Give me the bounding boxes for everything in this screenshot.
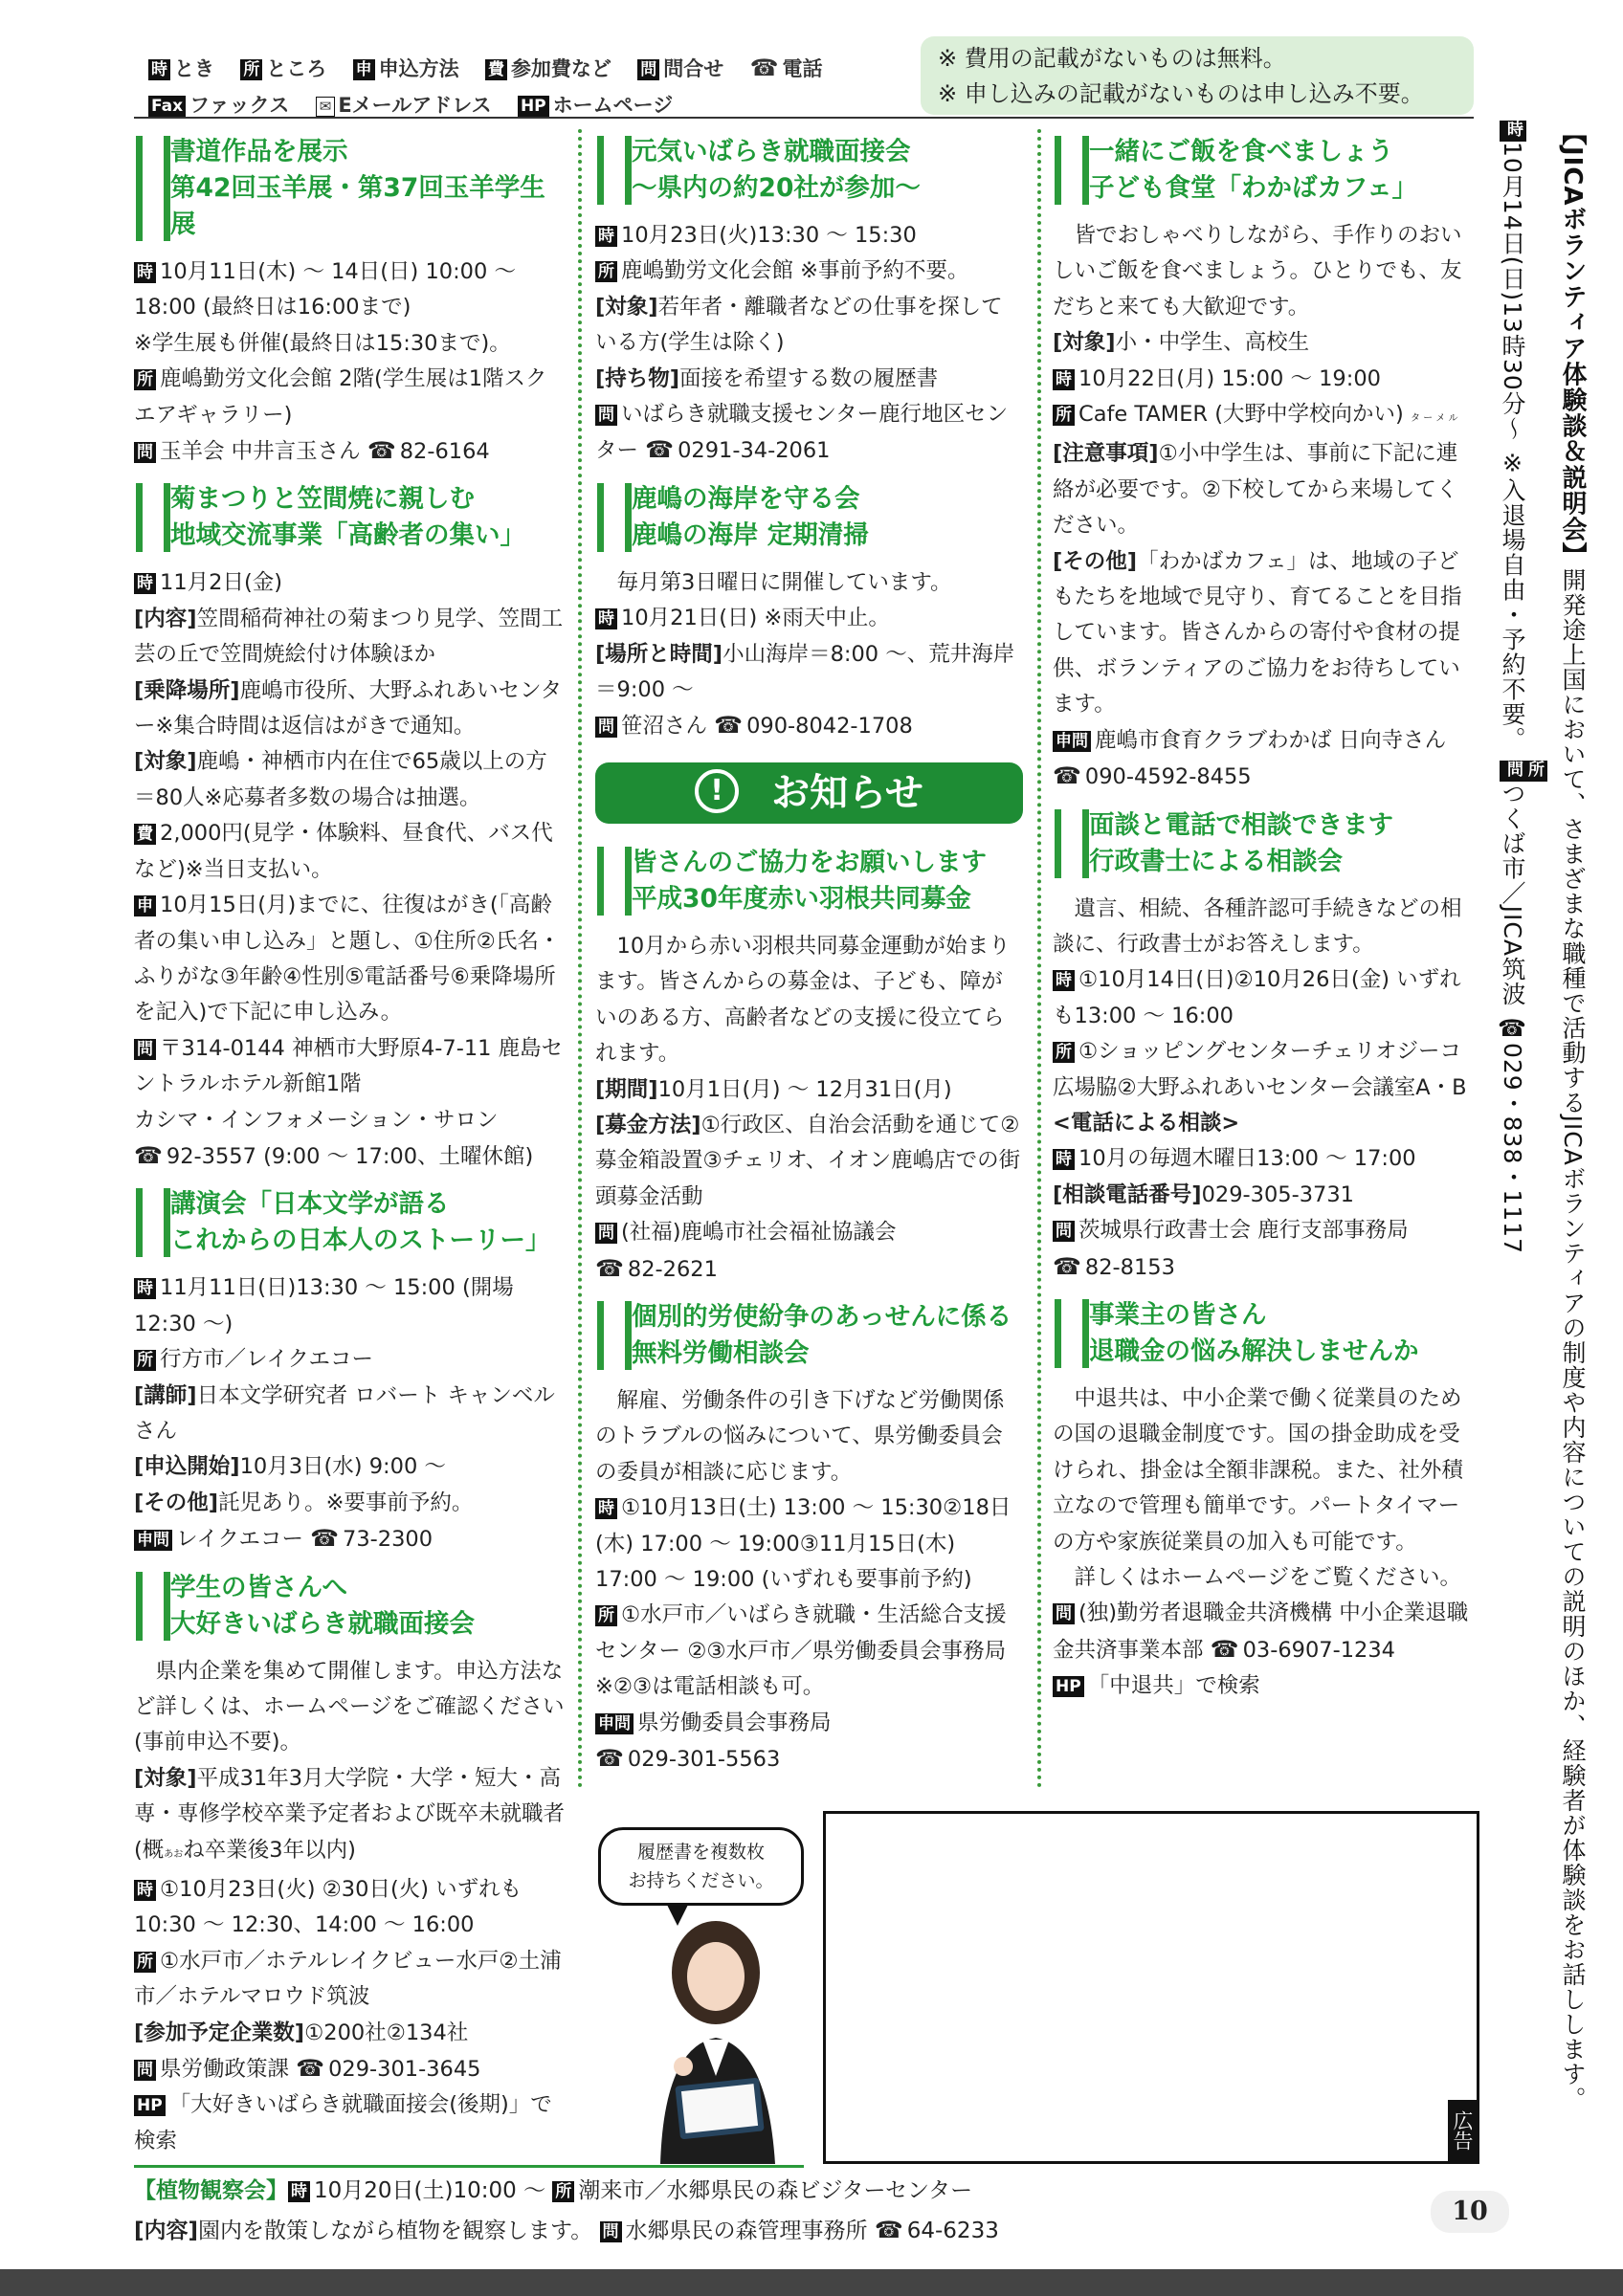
phone-icon: ☎ — [595, 1254, 624, 1282]
article-title: 一緒にご飯を食べましょう 子ども食堂「わかばカフェ」 — [1053, 134, 1478, 207]
apply-contact-icon: 申問 — [134, 1530, 172, 1551]
contact-icon: 問 — [595, 717, 617, 738]
article-title: 講演会「日本文学が語る これからの日本人のストーリー」 — [134, 1186, 565, 1259]
contact-icon: 問 — [1053, 1603, 1075, 1624]
notice-line: ※ 費用の記載がないものは無料。 — [938, 45, 1286, 72]
legend-email: ✉ Eメールアドレス — [316, 94, 492, 117]
fee-icon: 費 — [134, 824, 156, 845]
bottom-bar — [0, 2269, 1623, 2296]
article-title: 菊まつりと笠間焼に親しむ 地域交流事業「高齢者の集い」 — [134, 481, 565, 554]
apply-icon: 申 — [353, 59, 375, 80]
column-left — [134, 130, 565, 2171]
when-icon: 時 — [595, 608, 617, 629]
apply-contact-icon: 申問 — [1053, 731, 1091, 752]
legend-where: 所 ところ — [240, 57, 326, 80]
phone-icon: ☎ — [1053, 762, 1081, 790]
email-icon: ✉ — [316, 97, 336, 117]
contact-icon: 問 — [134, 2060, 156, 2081]
apply-contact-icon: 申問 — [595, 1713, 634, 1734]
phone-icon: ☎ — [134, 1141, 163, 1169]
legend-when: 時 とき — [148, 57, 214, 80]
when-icon: 時 — [1053, 970, 1075, 991]
where-icon: 所 — [1053, 1042, 1075, 1063]
advertisement-box — [823, 1811, 1479, 2164]
contact-icon: 問 — [595, 1223, 617, 1244]
where-icon: 所 — [134, 1350, 156, 1371]
legend-apply: 申 申込方法 — [353, 57, 459, 80]
jica-title: 【JICAボランティア体験談＆説明会】 — [1558, 121, 1587, 568]
article-legal-consultation: 面談と電話で相談できます 行政書士による相談会 遺言、相続、各種許認可手続きなどの相談に、行政書士がお答えします。 時 ①10月14日(日)②10月26日(金) いずれも13:00 ～ 16:00 所 ①ショッピングセンターチェリオジーコ広場脇②大野ふれあいセンター会議室A・B <電話による相談> 時 10月の毎週木曜日13:00 ～ 17:00 [相談電話番号]029-305-3731 問 茨城県行政書士会 鹿行支部事務局 ☎ 82-8153 — [1053, 807, 1478, 1286]
contact-icon: 問 — [134, 1039, 156, 1060]
fee-icon: 費 — [485, 59, 507, 80]
article-genki-job-fair: 元気いばらき就職面接会 ～県内の約20社が参加～ 時 10月23日(火)13:30 ～ 15:30 所 鹿嶋勤労文化会館 ※事前予約不要。 [対象]若年者・離職者などの仕事を探している方(学生は除く) [持ち物]面接を希望する数の履歴書 問 いばらき就職支援センター鹿行地区センター ☎ 0291-34-2061 — [595, 134, 1023, 470]
phone-icon: ☎ — [367, 437, 396, 465]
article-elderly-gathering: 菊まつりと笠間焼に親しむ 地域交流事業「高齢者の集い」 時 11月2日(金) [内容]笠間稲荷神社の菊まつり見学、笠間工芸の丘で笠間焼絵付け体験ほか [乗降場所]鹿嶋市役所、大野ふれあいセンター※集合時間は返信はがきで通知。 [対象]鹿嶋・神栖市内在住で65歳以上の方＝80人※応募者多数の場合は抽選。 費 2,000円(見学・体験料、昼食代、バス代など)※当日支払い。 申 10月15日(月)までに、往復はがき(「高齢者の集い申し込み」と題し、①住所②氏名・ふりがな③年齢④性別⑤電話番号⑥乗降場所を記入)で下記に申し込み。 問 〒314-0144 神栖市大野原4-7-11 鹿島セントラルホテル新館1階 カシマ・インフォメーション・サロン ☎ 92-3557 (9:00 ～ 17:00、土曜休館) — [134, 481, 565, 1175]
speech-bubble: 履歴書を複数枚 お持ちください。 — [598, 1827, 804, 1906]
article-title: 面談と電話で相談できます 行政書士による相談会 — [1053, 807, 1478, 880]
article-title: 個別的労使紛争のあっせんに係る 無料労働相談会 — [595, 1299, 1023, 1372]
column-divider — [578, 129, 582, 1789]
ad-label: 広告 — [1448, 2100, 1477, 2161]
where-icon: 所 — [134, 369, 156, 390]
homepage-icon: HP — [518, 96, 549, 117]
article-labor-consultation: 個別的労使紛争のあっせんに係る 無料労働相談会 解雇、労働条件の引き下げなど労働関係のトラブルの悩みについて、県労働委員会の委員が相談に応じます。 時 ①10月13日(土) 13:00 ～ 15:30②18日(木) 17:00 ～ 19:00③11月15日(木) 17:00 ～ 19:00 (いずれも要事前予約) 所 ①水戸市／いばらき就職・生活総合支援センター ②③水戸市／県労働委員会事務局 ※②③は電話相談も可。 申問 県労働委員会事務局 ☎ 029-301-5563 — [595, 1299, 1023, 1777]
phone-icon: ☎ — [310, 1525, 340, 1553]
article-title: 元気いばらき就職面接会 ～県内の約20社が参加～ — [595, 134, 1023, 207]
article-kids-cafe: 一緒にご飯を食べましょう 子ども食堂「わかばカフェ」 皆でおしゃべりしながら、手作りのおいしいご飯を食べましょう。ひとりでも、友だちと来ても大歓迎です。 [対象]小・中学生、高校生 時 10月22日(月) 15:00 ～ 19:00 所 Cafe TAMER (大野中学校向かい) タ ー メ ル [注意事項]①小中学生は、事前に下記に連絡が必要です。②下校してから来場してください。 [その他]「わかばカフェ」は、地域の子どもたちを地域で見守り、育てることを目指しています。皆さんからの寄付や食材の提供、ボランティアのご協力をお待ちしています。 申問 鹿嶋市食育クラブわかば 日向寺さん ☎ 090-4592-8455 — [1053, 134, 1478, 796]
apply-icon: 申 — [134, 895, 156, 916]
phone-icon: ☎ — [296, 2055, 325, 2083]
article-student-job-fair: 学生の皆さんへ 大好きいばらき就職面接会 県内企業を集めて開催します。申込方法など詳しくは、ホームページをご確認ください(事前申込不要)。 [対象]平成31年3月大学院・大学・短大・高専・専修学校卒業予定者および既卒未就職者(概あおね卒業後3年以内) 時 ①10月23日(火) ②30日(火) いずれも10:30 ～ 12:30、14:00 ～ 16:00 所 ①水戸市／ホテルレイクビュー水戸②土浦市／ホテルマロウド筑波 [参加予定企業数]①200社②134社 問 県労働政策課 ☎ 029-301-3645 HP 「大好きいばらき就職面接会(後期)」で検索 — [134, 1570, 565, 2160]
when-icon: 時 — [1053, 369, 1075, 390]
legend-phone: ☎ 電話 — [749, 55, 823, 81]
notice-box — [921, 36, 1474, 115]
article-title: 事業主の皆さん 退職金の悩み解決しませんか — [1053, 1297, 1478, 1370]
phone-icon: ☎ — [595, 1745, 624, 1772]
footer-divider — [134, 2165, 804, 2168]
phone-icon: ☎ — [1053, 1252, 1081, 1280]
where-icon: 所 — [595, 261, 617, 282]
when-icon: 時 — [134, 262, 156, 283]
homepage-icon: HP — [134, 2095, 166, 2116]
article-title: 皆さんのご協力をお願いします 平成30年度赤い羽根共同募金 — [595, 845, 1023, 917]
phone-icon: ☎ — [1499, 1014, 1525, 1043]
fax-icon: Fax — [148, 96, 186, 117]
exclamation-icon: ! — [695, 769, 739, 813]
when-icon: 時 — [595, 1498, 617, 1519]
oshirase-banner: ! お知らせ — [595, 762, 1023, 824]
where-icon: 所 — [134, 1952, 156, 1973]
legend-contact: 問 問合せ — [637, 57, 723, 80]
phone-icon: ☎ — [1210, 1635, 1239, 1663]
article-lecture: 講演会「日本文学が語る これからの日本人のストーリー」 時 11月11日(日)13:30 ～ 15:00 (開場12:30 ～) 所 行方市／レイクエコー [講師]日本文学研究者 ロバート キャンベルさん [申込開始]10月3日(水) 9:00 ～ [その他]託児あり。※要事前予約。 申問 レイクエコー ☎ 73-2300 — [134, 1186, 565, 1557]
notice-line: ※ 申し込みの記載がないものは申し込み不要。 — [938, 80, 1424, 107]
footer-title: 【植物観察会】 — [134, 2178, 288, 2203]
when-icon: 時 — [134, 1278, 156, 1299]
legend-fee: 費 参加費など — [485, 57, 611, 80]
article-calligraphy: 書道作品を展示 第42回玉羊展・第37回玉羊学生展 時 10月11日(木) ～ 14日(日) 10:00 ～ 18:00 (最終日は16:00まで) ※学生展も併催(最終日は15:30まで)。 所 鹿嶋勤労文化会館 2階(学生展は1階スクエアギャラリー) 問 玉羊会 中井言玉さん ☎ 82-6164 — [134, 134, 565, 470]
column-right — [1053, 130, 1478, 1716]
column-divider — [1037, 129, 1041, 1789]
when-icon: 時 — [1053, 1149, 1075, 1170]
contact-icon: 問 — [1053, 1221, 1075, 1242]
where-contact-icon: 所問 — [1500, 761, 1547, 782]
article-red-feather: 皆さんのご協力をお願いします 平成30年度赤い羽根共同募金 10月から赤い羽根共同募金運動が始まります。皆さんからの募金は、子ども、障がいのある方、高齢者などの支援に役立てられます。 [期間]10月1日(月) ～ 12月31日(月) [募金方法]①行政区、自治会活動を通じて②募金箱設置③チェリオ、イオン鹿嶋店での街頭募金活動 問 (社福)鹿嶋市社会福祉協議会 ☎ 82-2621 — [595, 845, 1023, 1288]
homepage-icon: HP — [1053, 1676, 1084, 1697]
when-icon: 時 — [148, 59, 170, 80]
where-icon: 所 — [240, 59, 262, 80]
phone-icon: ☎ — [749, 55, 779, 81]
page-number: 10 — [1431, 2191, 1509, 2233]
article-title: 学生の皆さんへ 大好きいばらき就職面接会 — [134, 1570, 565, 1643]
when-icon: 時 — [134, 573, 156, 594]
when-icon: 時 — [288, 2181, 310, 2202]
article-retirement-fund: 事業主の皆さん 退職金の悩み解決しませんか 中退共は、中小企業で働く従業員のための国の退職金制度です。国の掛金助成を受けられ、掛金は全額非課税。また、社外積立なので管理も簡単です。パートタイマーの方や家族従業員の加入も可能です。 詳しくはホームページをご覧ください。 問 (独)勤労者退職金共済機構 中小企業退職金共済事業本部 ☎ 03-6907-1234 HP 「中退共」で検索 — [1053, 1297, 1478, 1705]
header-divider — [134, 117, 1474, 119]
phone-icon: ☎ — [874, 2217, 903, 2243]
contact-icon: 問 — [595, 405, 617, 426]
phone-icon: ☎ — [645, 436, 675, 464]
when-icon: 時 — [1500, 121, 1526, 142]
legend-fax: Fax ファックス — [148, 94, 289, 117]
contact-icon: 問 — [637, 59, 659, 80]
when-icon: 時 — [134, 1880, 156, 1901]
contact-icon: 問 — [134, 442, 156, 463]
footer-article: 【植物観察会】 時 10月20日(土)10:00 ～ 所 潮来市／水郷県民の森ビジターセンター [内容]園内を散策しながら植物を観察します。 問 水郷県民の森管理事務所 ☎ 64-6233 — [134, 2178, 999, 2243]
where-icon: 所 — [595, 1605, 617, 1626]
where-icon: 所 — [1053, 405, 1075, 426]
where-icon: 所 — [552, 2181, 574, 2202]
jica-body: 開発途上国において、さまざまな職種で活動するJICAボランティアの制度や内容についての説明のほか、経験者が体験談をお話しします。 — [1559, 567, 1587, 2111]
businesswoman-illustration — [622, 1913, 804, 2164]
when-icon: 時 — [595, 226, 617, 247]
legend-homepage: HP ホームページ — [518, 94, 673, 117]
article-title: 書道作品を展示 第42回玉羊展・第37回玉羊学生展 — [134, 134, 565, 243]
phone-icon: ☎ — [714, 712, 744, 740]
column-middle — [595, 130, 1023, 1789]
contact-icon: 問 — [600, 2221, 622, 2242]
article-title: 鹿嶋の海岸を守る会 鹿嶋の海岸 定期清掃 — [595, 481, 1023, 554]
icon-legend — [148, 50, 895, 123]
jica-vertical-article: 【JICAボランティア体験談＆説明会】開発途上国において、さまざまな職種で活動するJICAボランティアの制度や内容についての説明のほか、経験者が体験談をお話しします。 時10月14日(日)13時30分～ ※入退場自由・予約不要。 所問つくば市／JICA筑波 ☎029・838・1117 — [1499, 121, 1587, 2111]
article-beach-cleanup: 鹿嶋の海岸を守る会 鹿嶋の海岸 定期清掃 毎月第3日曜日に開催しています。 時 10月21日(日) ※雨天中止。 [場所と時間]小山海岸＝8:00 ～、荒井海岸＝9:00 ～ 問 笹沼さん ☎ 090-8042-1708 — [595, 481, 1023, 745]
